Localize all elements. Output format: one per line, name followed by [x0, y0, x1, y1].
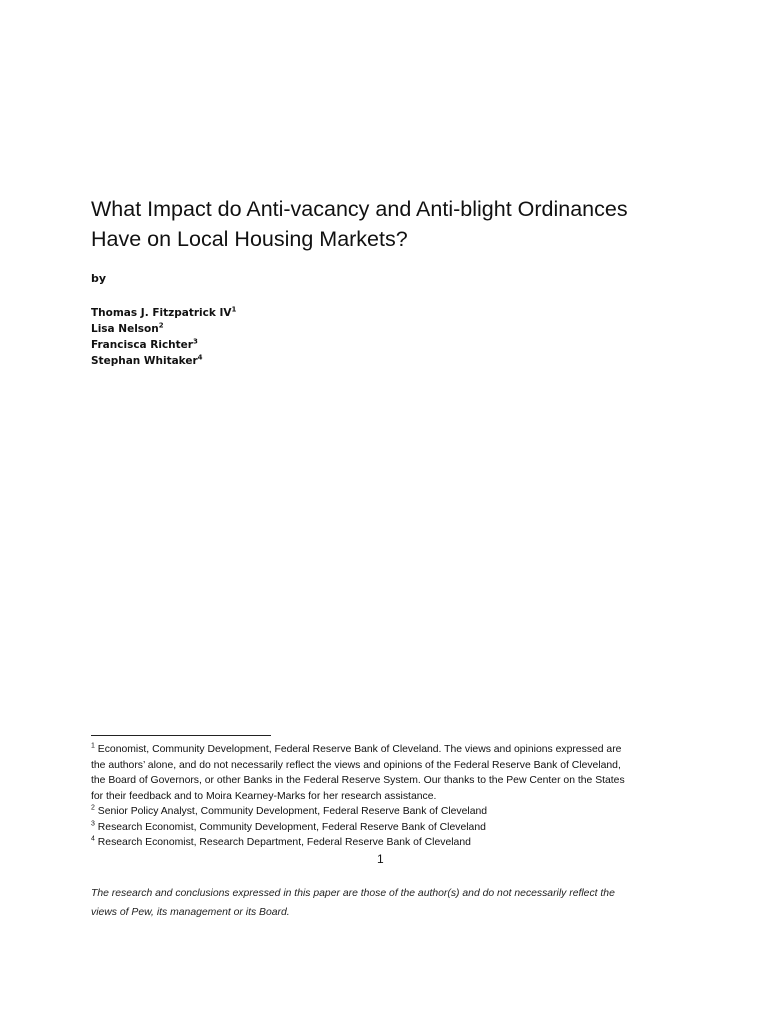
author-footnote-mark: 2 — [158, 321, 164, 330]
author-name: Stephan Whitaker — [91, 355, 198, 367]
disclaimer — [91, 884, 691, 922]
author-entry — [91, 321, 236, 337]
author-list — [91, 305, 236, 369]
footnote-mark: 3 — [91, 820, 95, 828]
footnotes — [91, 742, 691, 851]
footnote-text: Economist, Community Development, Federal Reserve Bank of Cleveland. The views and opinions expressed are — [94, 744, 622, 755]
footnote-line: the authors’ alone, and do not necessarily reflect the views and opinions of the Federal Reserve Bank of Cleveland, — [91, 759, 621, 771]
footnote-line — [91, 742, 691, 758]
paper-title-line-1: What Impact do Anti-vacancy and Anti-blight Ordinances — [91, 197, 628, 221]
footnote-text: Senior Policy Analyst, Community Development, Federal Reserve Bank of Cleveland — [94, 806, 488, 817]
disclaimer-line-1: The research and conclusions expressed in this paper are those of the author(s) and do not necessarily reflect the — [91, 888, 615, 899]
author-footnote-mark: 3 — [192, 337, 198, 346]
author-name: Thomas J. Fitzpatrick IV — [91, 307, 232, 319]
paper-title-line-2: Have on Local Housing Markets? — [91, 227, 408, 251]
footnote-mark: 1 — [91, 742, 95, 750]
footnote-line — [91, 820, 691, 836]
footnote-mark: 4 — [91, 835, 95, 843]
footnote-text: Research Economist, Research Department, Federal Reserve Bank of Cleveland — [94, 837, 471, 848]
footnote-line — [91, 804, 691, 820]
author-name: Francisca Richter — [91, 339, 193, 351]
author-entry — [91, 337, 236, 353]
author-entry — [91, 353, 236, 369]
byline: by — [91, 272, 107, 285]
author-footnote-mark: 4 — [197, 353, 203, 362]
author-footnote-mark: 1 — [231, 305, 237, 314]
author-name: Lisa Nelson — [91, 323, 159, 335]
footnote-separator — [91, 735, 271, 736]
footnote-mark: 2 — [91, 804, 95, 812]
footnote-line: for their feedback and to Moira Kearney-Marks for her research assistance. — [91, 790, 437, 802]
footnote-line: the Board of Governors, or other Banks in the Federal Reserve System. Our thanks to the Pew Center on the States — [91, 775, 625, 786]
page-number: 1 — [377, 852, 384, 866]
paper-title — [91, 194, 731, 254]
footnote-text: Research Economist, Community Development, Federal Reserve Bank of Cleveland — [94, 821, 486, 833]
footnote-line — [91, 835, 691, 851]
author-entry — [91, 305, 236, 321]
disclaimer-line-2: views of Pew, its management or its Board. — [91, 907, 290, 918]
